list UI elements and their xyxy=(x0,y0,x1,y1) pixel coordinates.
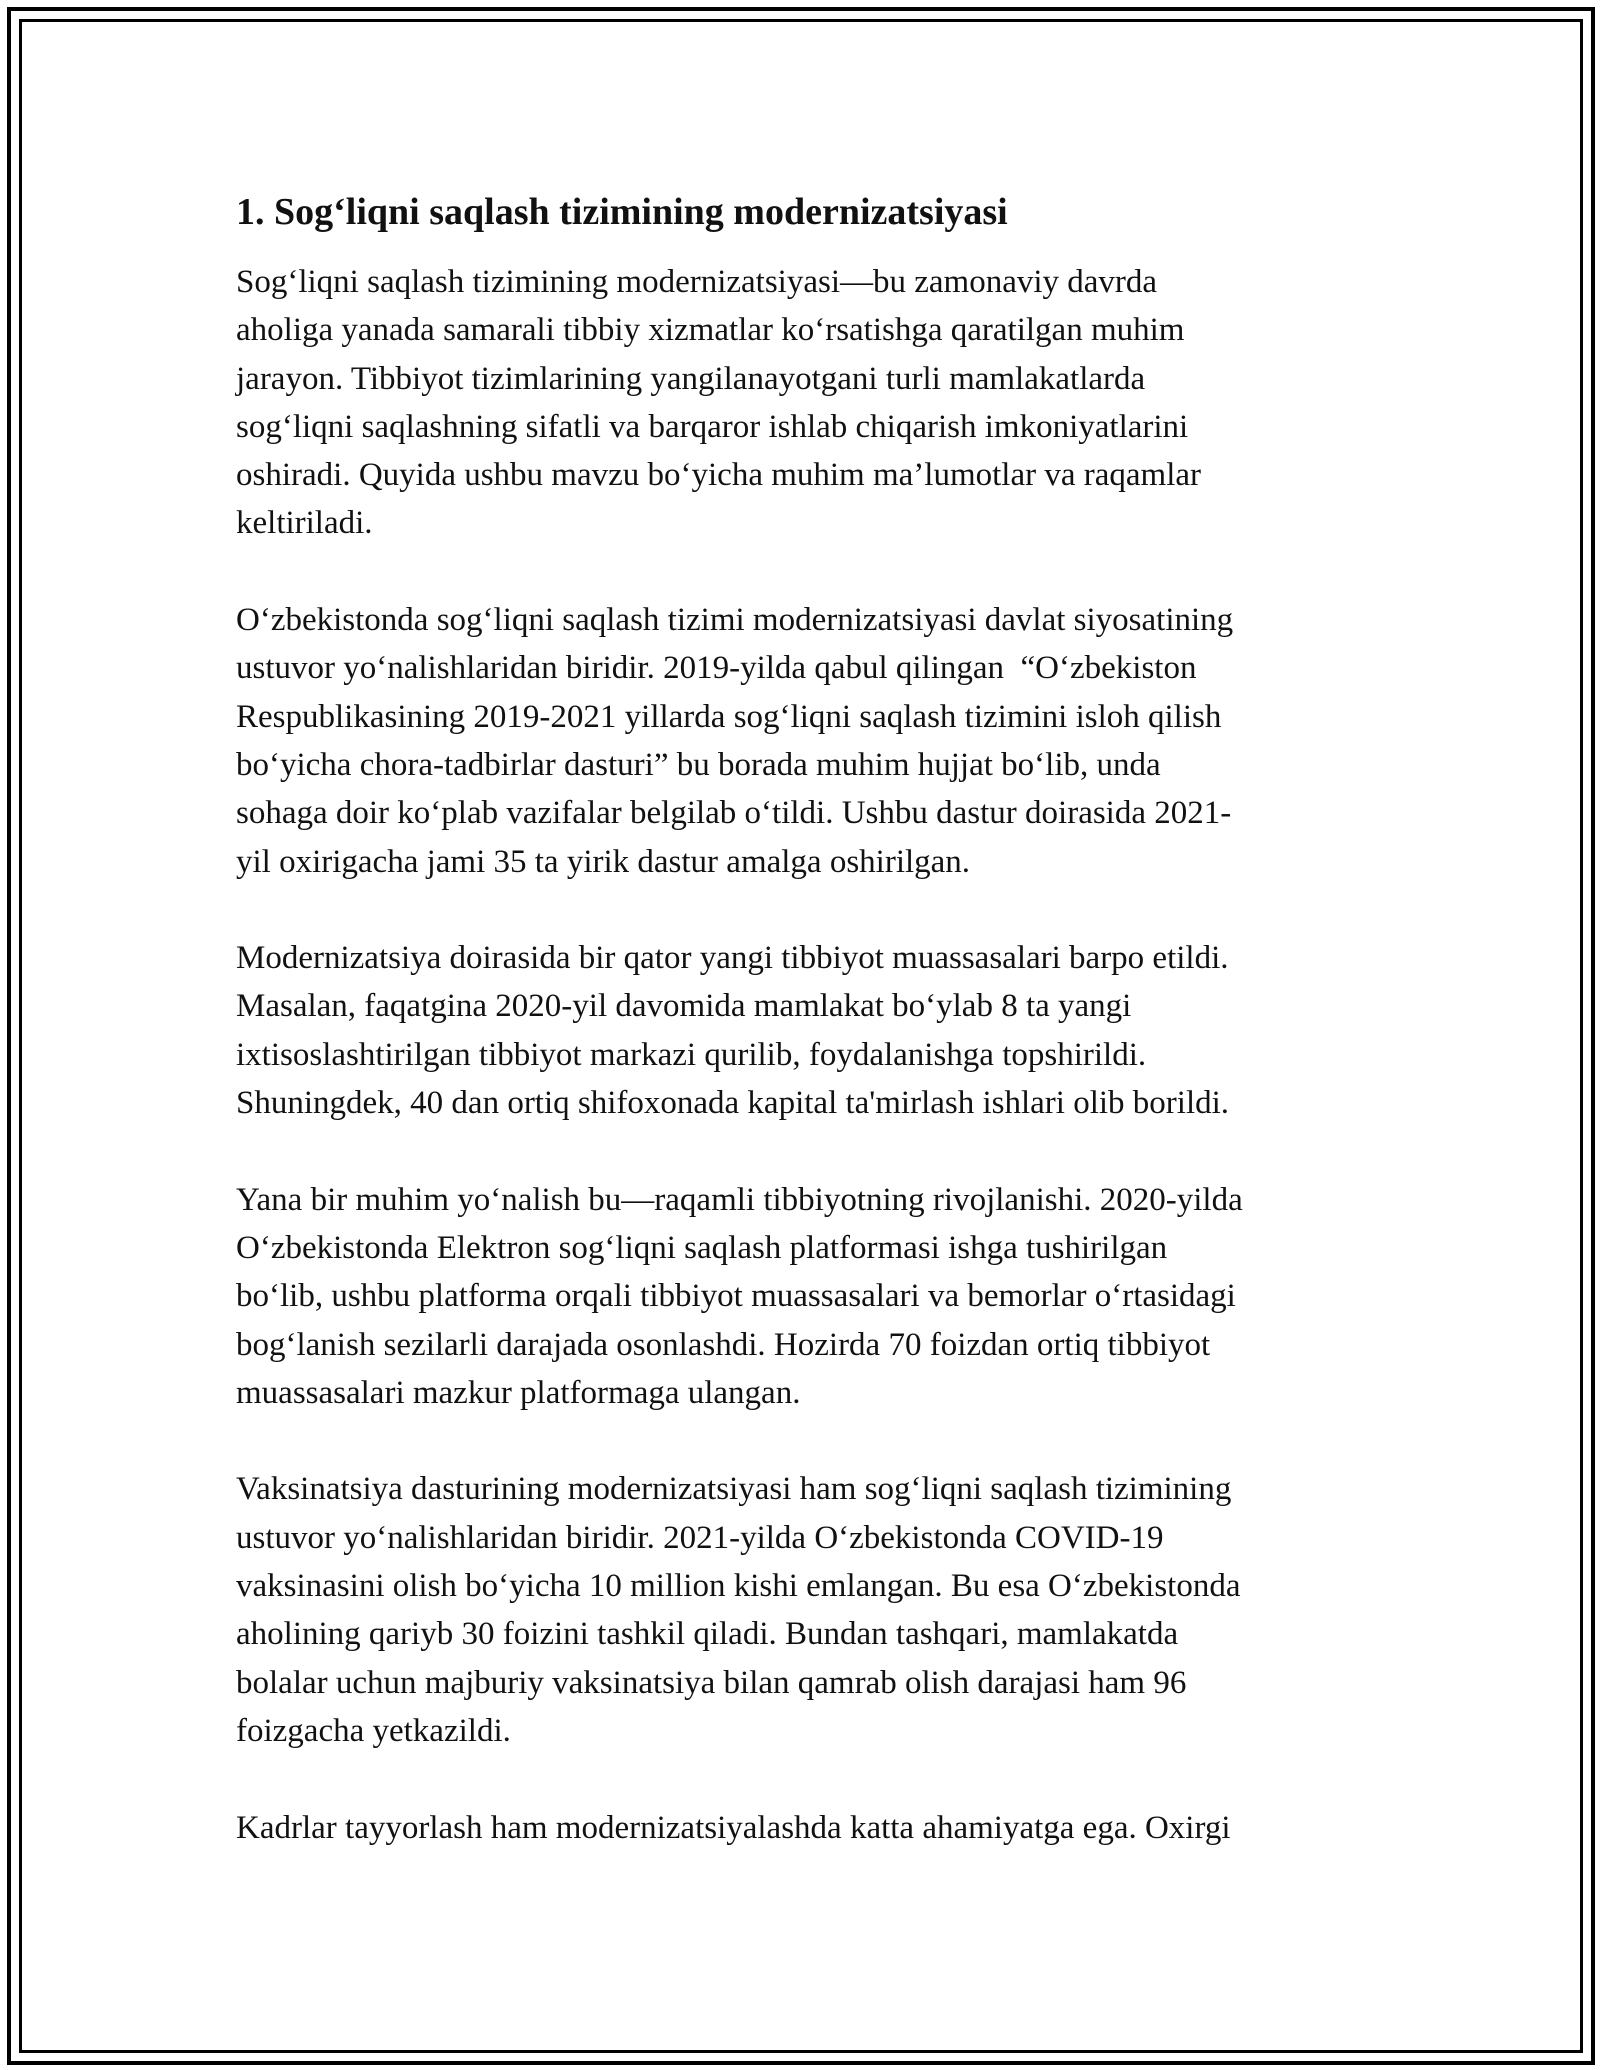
text-line: Modernizatsiya doirasida bir qator yangi tibbiyot muassasalari barpo etildi. xyxy=(236,940,1229,977)
text-line: vaksinasini olish bo‘yicha 10 million kishi emlangan. Bu esa O‘zbekistonda xyxy=(236,1568,1241,1605)
text-line: Respublikasining 2019-2021 yillarda sog‘liqni saqlash tizimini isloh qilish xyxy=(236,698,1222,735)
text-line: Masalan, faqatgina 2020-yil davomida mamlakat bo‘ylab 8 ta yangi xyxy=(236,988,1132,1025)
document-body xyxy=(236,186,1376,1900)
text-line: jarayon. Tibbiyot tizimlarining yangilanayotgani turli mamlakatlarda xyxy=(236,360,1146,397)
body-paragraph xyxy=(236,258,1376,548)
text-line: bolalar uchun majburiy vaksinatsiya bilan qamrab olish darajasi ham 96 xyxy=(236,1664,1187,1701)
text-line: sog‘liqni saqlashning sifatli va barqaror ishlab chiqarish imkoniyatlarini xyxy=(236,408,1189,445)
text-line: bo‘yicha chora-tadbirlar dasturi” bu borada muhim hujjat bo‘lib, unda xyxy=(236,746,1161,783)
text-line: O‘zbekistonda sog‘liqni saqlash tizimi modernizatsiyasi davlat siyosatining xyxy=(236,602,1234,639)
text-line: ustuvor yo‘nalishlaridan biridir. 2021-yilda O‘zbekistonda COVID-19 xyxy=(236,1519,1164,1556)
text-line: sohaga doir ko‘plab vazifalar belgilab o‘tildi. Ushbu dastur doirasida 2021- xyxy=(236,795,1232,832)
text-line: Vaksinatsiya dasturining modernizatsiyasi ham sog‘liqni saqlash tizimining xyxy=(236,1471,1232,1508)
text-line: keltiriladi. xyxy=(236,505,373,542)
text-line: Shuningdek, 40 dan ortiq shifoxonada kapital ta'mirlash ishlari olib borildi. xyxy=(236,1085,1230,1122)
text-line: Sog‘liqni saqlash tizimining modernizatsiyasi—bu zamonaviy davrda xyxy=(236,264,1158,300)
text-line: foizgacha yetkazildi. xyxy=(236,1712,511,1749)
body-paragraph xyxy=(236,596,1376,886)
text-line: bog‘lanish sezilarli darajada osonlashdi. Hozirda 70 foizdan ortiq tibbiyot xyxy=(236,1326,1211,1363)
text-line: yil oxirigacha jami 35 ta yirik dastur amalga oshirilgan. xyxy=(236,843,971,880)
text-line: Kadrlar tayyorlash ham modernizatsiyalashda katta ahamiyatga ega. Oxirgi xyxy=(236,1809,1231,1846)
body-paragraph xyxy=(236,1804,1376,1852)
text-line: bo‘lib, ushbu platforma orqali tibbiyot muassasalari va bemorlar o‘rtasidagi xyxy=(236,1278,1236,1315)
paragraph-list xyxy=(236,258,1376,1852)
body-paragraph xyxy=(236,1176,1376,1417)
text-line: ixtisoslashtirilgan tibbiyot markazi qurilib, foydalanishga topshirildi. xyxy=(236,1036,1147,1073)
section-heading: 1. Sog‘liqni saqlash tizimining modernizatsiyasi xyxy=(236,191,1008,233)
text-line: muassasalari mazkur platformaga ulangan. xyxy=(236,1374,801,1411)
text-line: oshiradi. Quyida ushbu mavzu bo‘yicha muhim ma’lumotlar va raqamlar xyxy=(236,457,1201,494)
text-line: O‘zbekistonda Elektron sog‘liqni saqlash platformasi ishga tushirilgan xyxy=(236,1229,1168,1266)
text-line: aholiga yanada samarali tibbiy xizmatlar ko‘rsatishga qaratilgan muhim xyxy=(236,312,1185,349)
text-line: Yana bir muhim yo‘nalish bu—raqamli tibbiyotning rivojlanishi. 2020-yilda xyxy=(236,1181,1243,1218)
body-paragraph xyxy=(236,934,1376,1127)
body-paragraph xyxy=(236,1465,1376,1755)
text-line: ustuvor yo‘nalishlaridan biridir. 2019-yilda qabul qilingan “O‘zbekiston xyxy=(236,650,1197,687)
text-line: aholining qariyb 30 foizini tashkil qiladi. Bundan tashqari, mamlakatda xyxy=(236,1616,1179,1653)
